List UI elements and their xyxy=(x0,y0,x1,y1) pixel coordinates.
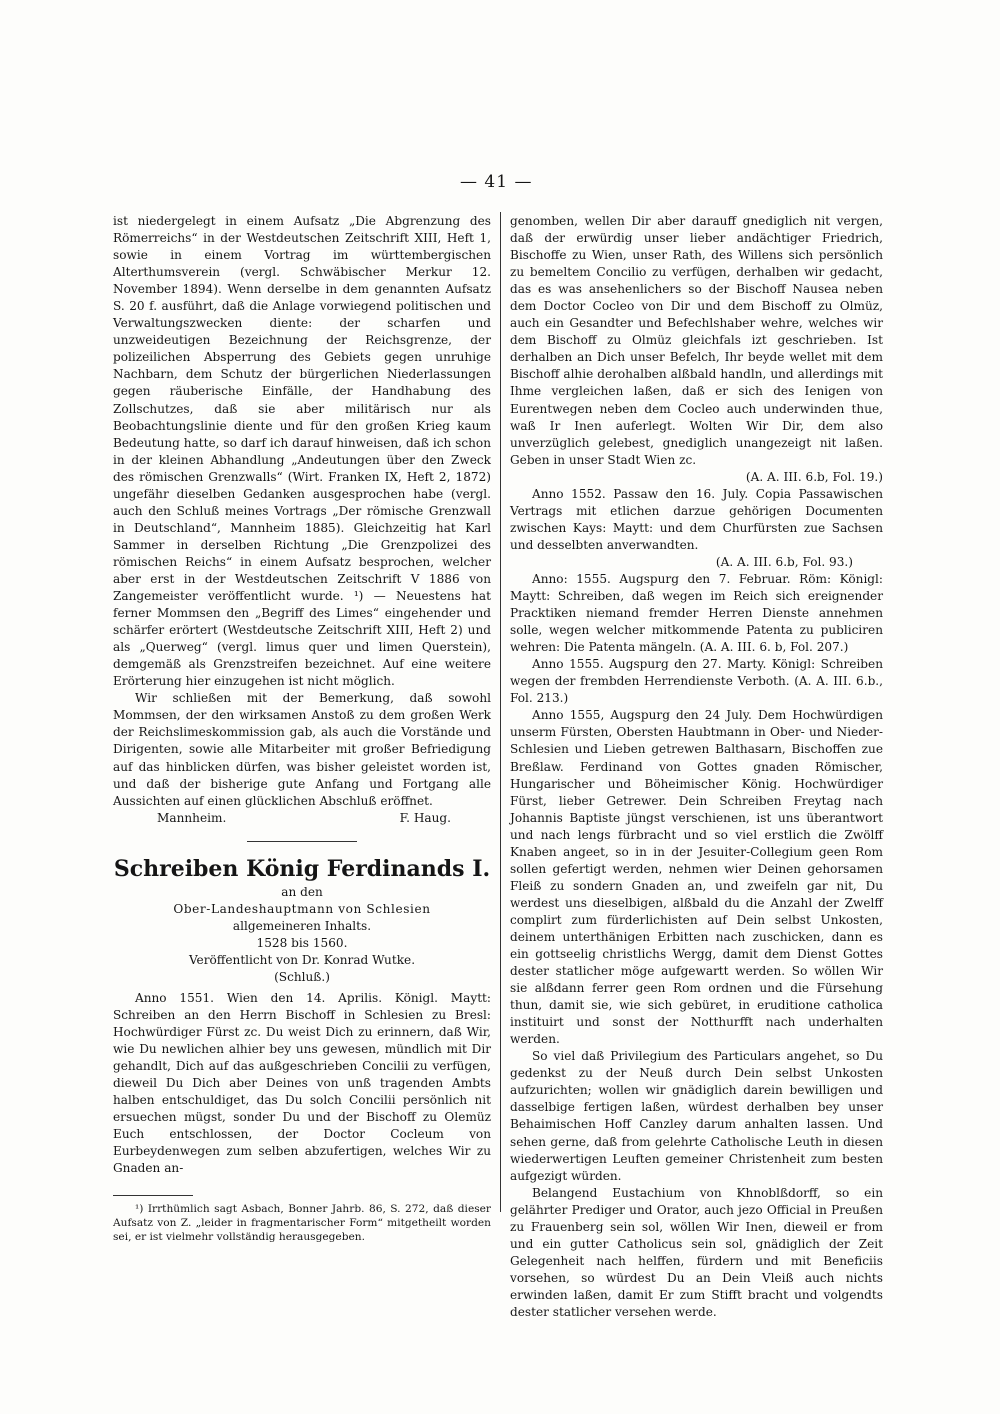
paragraph: Anno 1552. Passaw den 16. July. Copia Passawischen Vertrags mit etlichen darzue gehörigen Documenten zwischen Kays: Maytt: und dem Churfürsten zue Sachsen und desselbten anverwandten. xyxy=(510,486,883,552)
footnote: ¹) Irrthümlich sagt Asbach, Bonner Jahrb. 86, S. 272, daß dieser Aufsatz von Z. „leider in fragmentarischer Form“ mitgetheilt worden sei, er ist vielmehr vollständig herausgegeben. xyxy=(113,1203,491,1244)
right-column xyxy=(510,213,883,1321)
page-number: — 41 — xyxy=(460,172,533,192)
author: F. Haug. xyxy=(399,810,451,825)
paragraph: So viel daß Privilegium des Particulars angehet, so Du gedenkst zu der Neuß durch Dein selbst Unkosten aufzurichten; wollen wir gnädiglich darein bewilligen und dasselbige fertigen laßen, würdest derhalben bey unser Behaimischen Hoff Canzley darum anhalten lassen. Und sehen gerne, daß from gelehrte Catholische Leuth in diesen wiederwertigen Leuften gemeiner Christenheit zum besten aufgezigt würden. xyxy=(510,1049,883,1183)
section-rule xyxy=(247,841,357,842)
paragraph: ist niedergelegt in einem Aufsatz „Die Abgrenzung des Römerreichs“ in der Westdeutschen Zeitschrift XIII, Heft 1, sowie in einem Vortrag im württembergischen Alterthumsverein (vergl. Schwäbischer Merkur 12. November 1894). Wenn derselbe in dem genannten Aufsatz S. 20 f. ausführt, daß die Anlage vorwiegend politischen und Verwaltungszwecken diente: der scharfen und unzweideutigen Bezeichnung der Reichsgrenze, der polizeilichen Absperrung des Gebiets gegen unruhige Nachbarn, dem Schutz der bürgerlichen Niederlassungen gegen räuberische Einfälle, der Handhabung des Zollschutzes, daß sie aber militärisch nur als Beobachtungslinie diente und für den großen Krieg kaum Bedeutung hatte, so darf ich darauf hinweisen, daß ich schon in der kleinen Abhandlung „Andeutungen über den Zweck des römischen Grenzwalls“ (Wirt. Franken IX, Heft 2, 1872) ungefähr dieselben Gedanken ausgesprochen habe (vergl. auch den Schluß meines Vortrags „Der römische Grenzwall in Deutschland“, Mannheim 1885). Gleichzeitig hat Karl Sammer in derselben Richtung „Die Grenzpolizei des römischen Reichs“ in einem Aufsatz besprochen, welcher aber erst in der Westdeutschen Zeitschrift V 1886 von Zangemeister veröffentlicht wurde. ¹) — Neuestens hat ferner Mommsen den „Begriff des Limes“ eingehender und schärfer erörtert (Westdeutsche Zeitschrift XIII, Heft 2) und als „Querweg“ (vergl. limus quer und limen Querstein), demgemäß als Grenzstreifen bezeichnet. Auf eine weitere Erörterung hier einzugehen ist nicht möglich. xyxy=(113,214,491,689)
subtitle-line: allgemeineren Inhalts. xyxy=(232,918,372,933)
paragraph: Wir schließen mit der Bemerkung, daß sowohl Mommsen, der den wirksamen Anstoß zu dem großen Werk der Reichslimeskommission gab, als auch die Vorstände und Dirigenten, sowie alle Mitarbeiter mit großer Befriedigung auf das hinblicken dürfen, was bisher geleistet worden ist, und daß der bisherige gute Anfang und Fortgang alle Aussichten auf einen glücklichen Abschluß eröffnet. xyxy=(113,691,491,808)
left-column xyxy=(113,213,491,1244)
paragraph: genomben, wellen Dir aber darauff gnediglich nit vergen, daß der erwürdig unser lieber andächtiger Friedrich, Bischoffe zu Wien, unser Rath, des Willens sich persönlich zu bemeltem Concilio zu verfügen, derhalben wir gedacht, das es was ansehenlichers so der Bischoff Nausea neben dem Doctor Cocleo von Dir und dem Bischoff zu Olmüz, auch ein Gesandter und Befechlshaber wehre, welches wir dem Bischoff zu Olmüz gleichfals izt geschrieben. Ist derhalben an Dich unser Befelch, Ihr beyde wellet mit dem Bischoff alhie derohalben alßbald handln, und allerdings mit Ihme vergleichen laßen, daß er sich des Ienigen von Eurentwegen neben dem Cocleo auch underwinden thue, waß Ir Inen auferlegt. Wolten Wir Dir, dem also unverzüglich gelebest, gnediglich unangezeigt nit laßen. Geben in unser Stadt Wien zc. xyxy=(510,214,883,467)
subtitle-line: (Schluß.) xyxy=(274,969,330,984)
archive-reference: (A. A. III. 6.b, Fol. 93.) xyxy=(715,554,853,569)
archive-reference: (A. A. III. 6.b, Fol. 19.) xyxy=(745,469,883,484)
paragraph: Belangend Eustachium von Khnoblßdorff, so ein gelährter Prediger und Orator, auch jezo Official in Preußen zu Frauenberg sein sol, wöllen Wir Inen, dieweil er from und ein gutter Catholicus sein sol, gnädiglich der Zeit Gelegenheit nach helffen, fürdern und mit Beneficiis vorsehen, so würdest Du an Dein Vleiß auch nichts erwinden laßen, damit Er zum Stifft bracht und volgendts dester statlicher versehen werde. xyxy=(510,1185,883,1319)
signature-line xyxy=(113,810,491,827)
subtitle-line: an den xyxy=(281,884,323,899)
subtitle-line: Veröffentlicht von Dr. Konrad Wutke. xyxy=(188,952,416,967)
subtitle-line: Ober-Landeshauptmann von Schlesien xyxy=(173,901,431,916)
paragraph: Anno 1555. Augspurg den 27. Marty. Königl: Schreiben wegen der frembden Herrendienste Verboth. (A. A. III. 6.b., Fol. 213.) xyxy=(510,657,883,706)
subtitle-line: 1528 bis 1560. xyxy=(256,935,348,950)
paragraph: Anno: 1555. Augspurg den 7. Februar. Röm: Königl: Maytt: Schreiben, daß wegen im Reich sich ereignender Pracktiken niemand fremder Herren Dienste annehmen solle, wegen welcher mitkommende Patenta zu publiciren wehren: Die Patenta mängeln. (A. A. III. 6. b, Fol. 207.) xyxy=(510,571,883,655)
footnote-rule xyxy=(113,1195,193,1196)
place: Mannheim. xyxy=(157,810,227,825)
paragraph: Anno 1555, Augspurg den 24 July. Dem Hochwürdigen unserm Fürsten, Obersten Haubtmann in Ober- und Nieder-Schlesien und Lieben getrewen Balthasarn, Bischoffen zue Breßlaw. Ferdinand von Gottes gnaden Römischer, Hungarischer und Böheimischer König. Hochwürdiger Fürst, lieber Getrewer. Dein Schreiben Freytag nach Johannis Baptiste jüngst verschienen, ist uns überantwort und nach lengs fürbracht und so viel erstlich die Zwölff Knaben angeet, so in in der Jesuiter-Collegium geen Rom sollen gefertigt werden, nehmen wier Deinen gehorsamen Fleiß zu sondern Gnaden an, und zweifeln gar nit, Du werdest uns dieselbigen, alßbald du die Anzahl der Zwelff complirt zum fürderlichisten auf Dein selbst Unkosten, deinem unterthänigen Erbitten nach zuschicken, dann es ein gottseelig christlichs Wergg, damit dem Dienst Gottes dester statlicher möge aufgewartt werden. So wöllen Wir sie alßdann ferrer geen Rom ordnen und die Fürsehung thun, damit sie, wie sich gebüret, in eruditione catholica instituirt und sonst der Notthurfft nach underhalten werden. xyxy=(510,708,883,1047)
paragraph: Anno 1551. Wien den 14. Aprilis. Königl. Maytt: Schreiben an den Herrn Bischoff in Schlesien zu Bresl: Hochwürdiger Fürst zc. Du weist Dich zu erinnern, daß Wir, wie Du newlichen alhier bey uns gewesen, mündlich mit Dir gehandlt, Dich auf das außgeschrieben Concilii zu verfügen, dieweil Du Dich aber Deines von unß tragenden Ambts halben entschuldiget, das Du solch Concilii persönlich nit ersuechen mügst, sonder Du und der Bischoff zu Olemüz Euch entschlossen, der Doctor Cocleum von Eurbeydenwegen zum selben abzufertigen, welches Wir zu Gnaden an- xyxy=(113,990,491,1176)
column-divider xyxy=(500,212,501,1212)
article-title: Schreiben König Ferdinands I. xyxy=(113,855,491,882)
